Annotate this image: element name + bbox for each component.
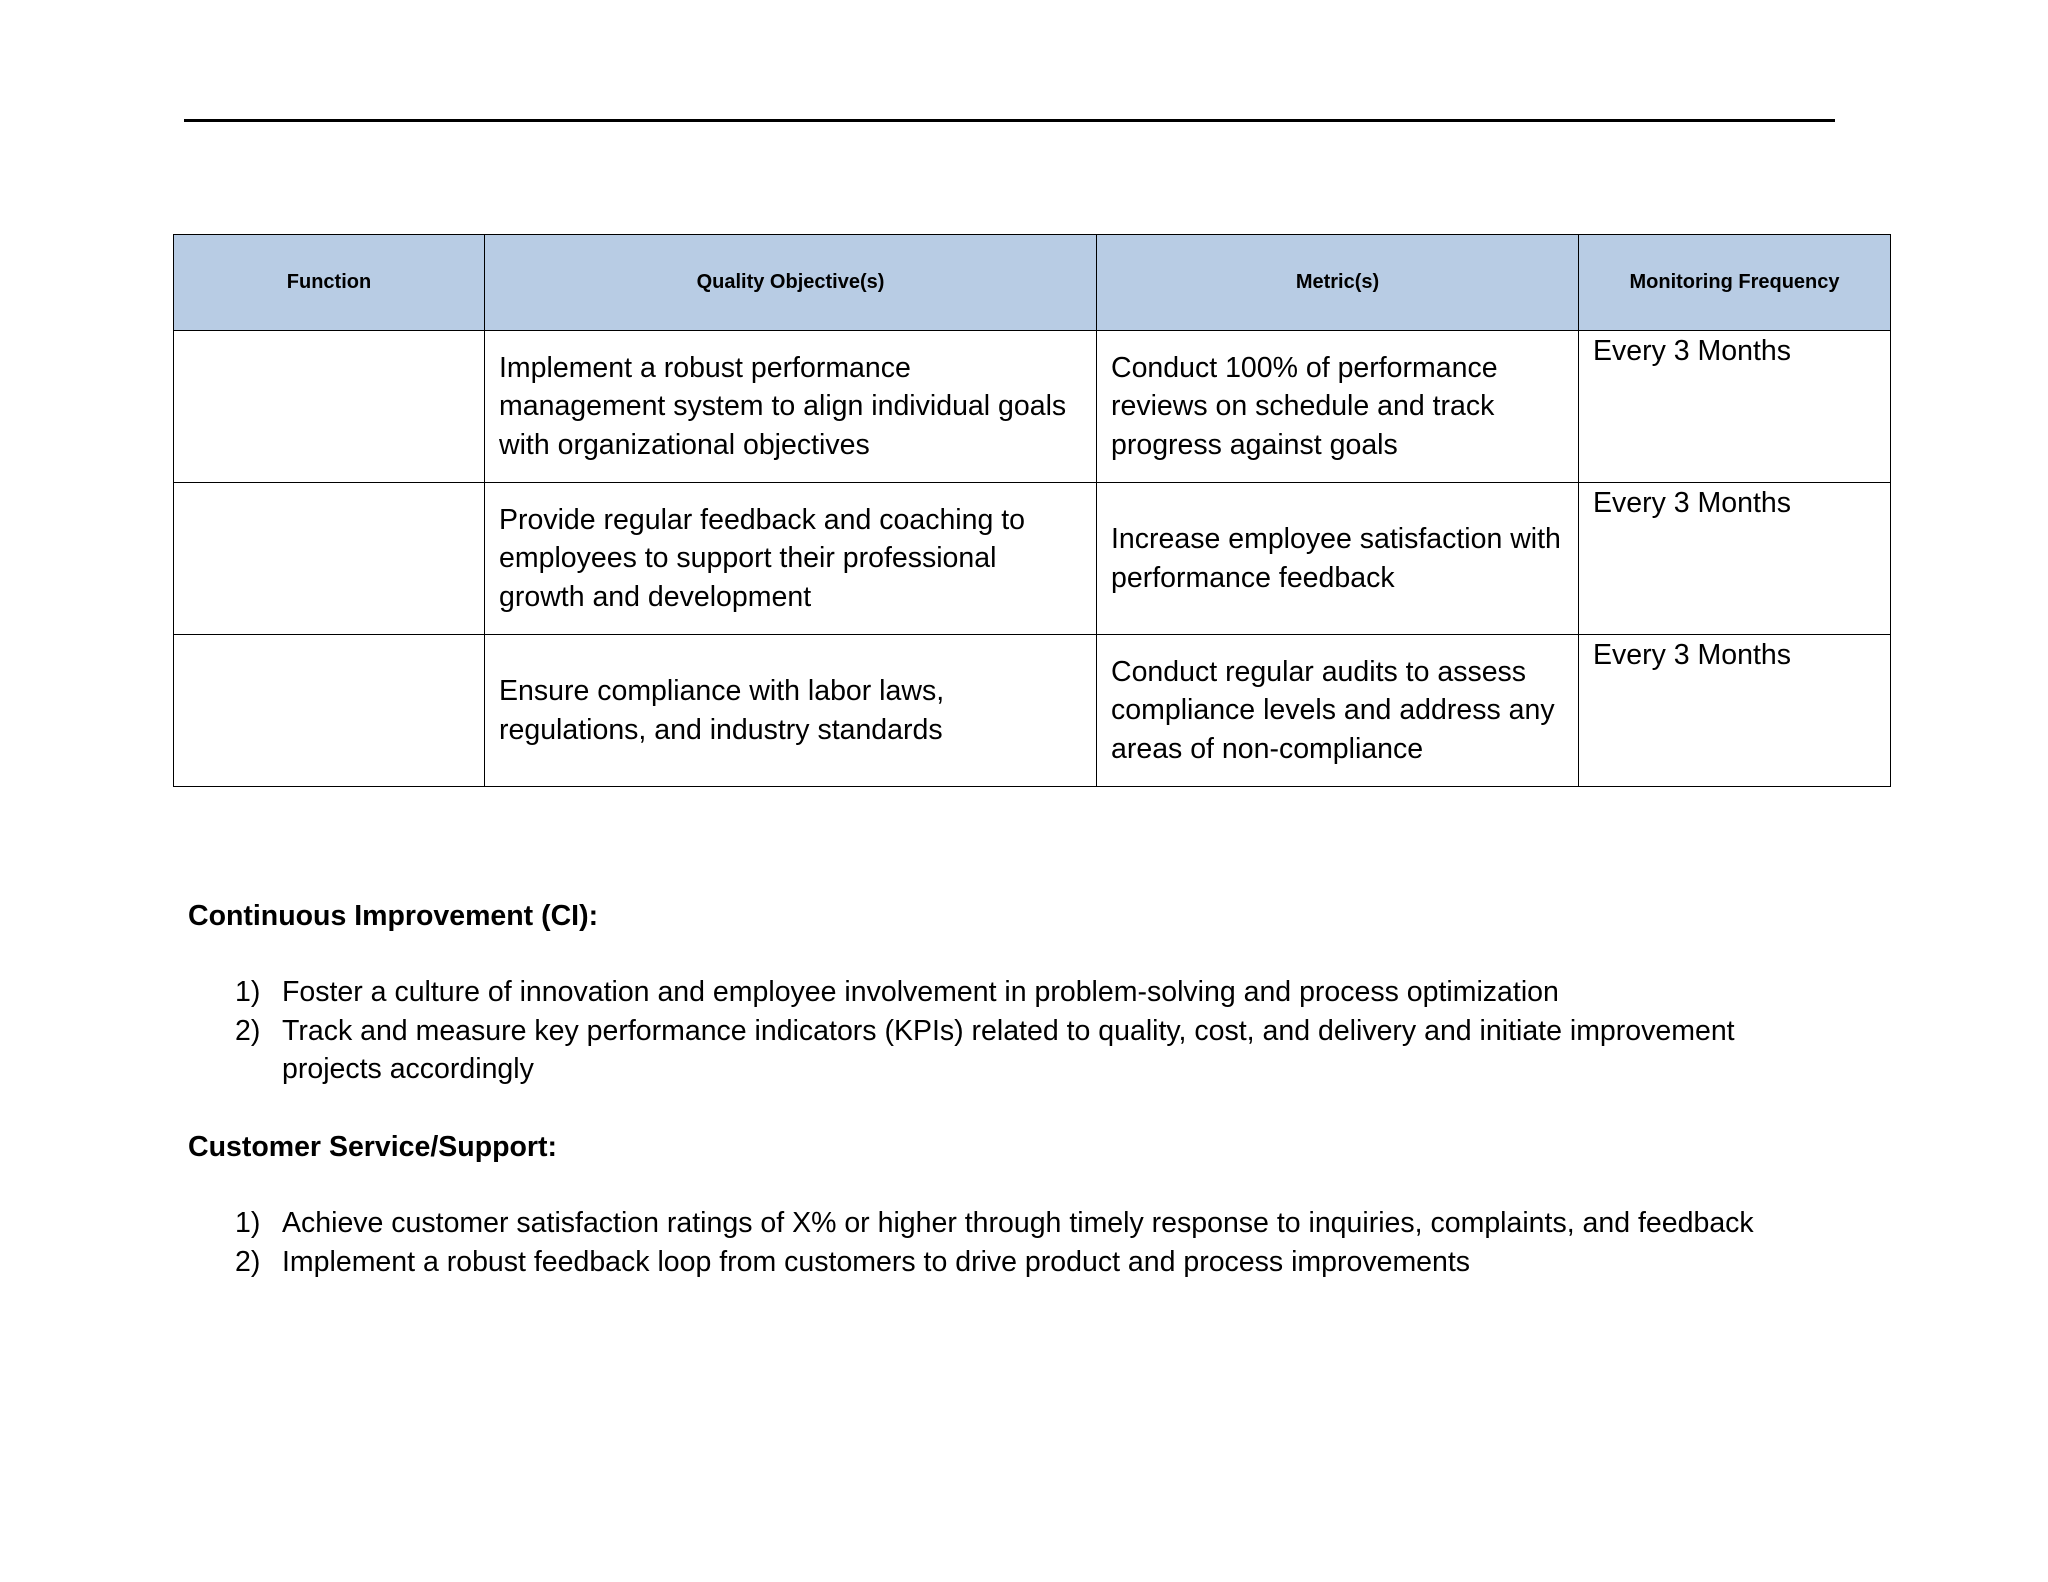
objective-cell: Provide regular feedback and coaching to employees to support their professional growth and development [485, 483, 1097, 635]
list-item [188, 1204, 1838, 1243]
list-item-number: 1) [235, 1207, 261, 1239]
column-header-monitoring-frequency: Monitoring Frequency [1579, 235, 1891, 331]
metric-cell: Increase employee satisfaction with performance feedback [1097, 483, 1579, 635]
customer-service-list [188, 1204, 1838, 1281]
list-item-number: 2) [235, 1245, 261, 1278]
continuous-improvement-list [188, 973, 1838, 1089]
column-header-quality-objectives: Quality Objective(s) [485, 235, 1097, 331]
metric-cell: Conduct regular audits to assess compliance levels and address any areas of non-compliance [1097, 635, 1579, 787]
function-cell [174, 331, 485, 483]
quality-objectives-table [173, 234, 1891, 787]
customer-service-section [188, 1128, 1838, 1281]
column-header-metrics: Metric(s) [1097, 235, 1579, 331]
frequency-cell: Every 3 Months [1579, 483, 1891, 635]
list-item-text: Foster a culture of innovation and employee involvement in problem-solving and process optimization [282, 976, 1559, 1008]
list-item-number: 2) [235, 1014, 261, 1047]
header-rule [184, 119, 1835, 122]
list-item [188, 973, 1838, 1012]
column-header-function: Function [174, 235, 485, 331]
function-cell [174, 635, 485, 787]
continuous-improvement-heading: Continuous Improvement (CI): [188, 900, 599, 932]
list-item-text: Achieve customer satisfaction ratings of X% or higher through timely response to inquiries, complaints, and feedback [282, 1207, 1754, 1239]
list-item-text: Implement a robust feedback loop from customers to drive product and process improvements [282, 1245, 1471, 1278]
table-row [174, 635, 1891, 787]
customer-service-heading: Customer Service/Support: [188, 1131, 557, 1163]
list-item [188, 1012, 1838, 1089]
list-item-number: 1) [235, 976, 261, 1008]
frequency-cell: Every 3 Months [1579, 331, 1891, 483]
list-item-text: Track and measure key performance indicators (KPIs) related to quality, cost, and delivery and initiate improvement projects accordingly [282, 1014, 1735, 1085]
objective-cell: Ensure compliance with labor laws, regulations, and industry standards [485, 635, 1097, 787]
table-header-row [174, 235, 1891, 331]
metric-cell: Conduct 100% of performance reviews on schedule and track progress against goals [1097, 331, 1579, 483]
table-row [174, 483, 1891, 635]
list-item [188, 1243, 1838, 1282]
continuous-improvement-section [188, 897, 1838, 1089]
objective-cell: Implement a robust performance management system to align individual goals with organizational objectives [485, 331, 1097, 483]
function-cell [174, 483, 485, 635]
table-row [174, 331, 1891, 483]
frequency-cell: Every 3 Months [1579, 635, 1891, 787]
